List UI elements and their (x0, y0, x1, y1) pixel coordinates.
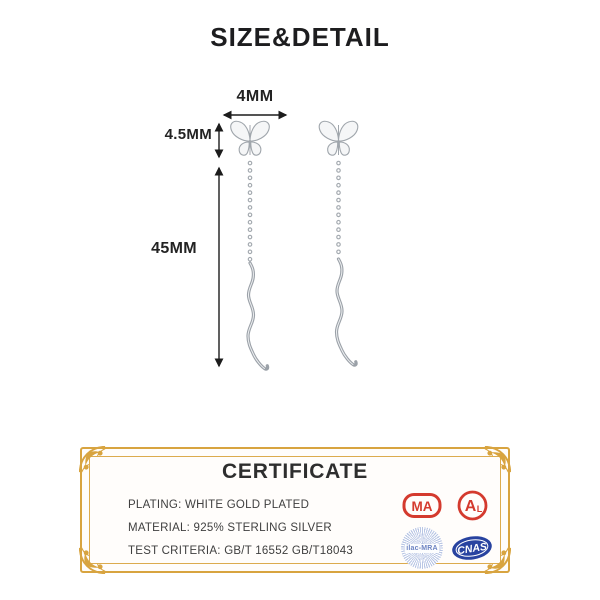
certificate-specs (128, 494, 353, 563)
twist-drop (337, 259, 357, 365)
spec-material: MATERIAL: 925% STERLING SILVER (128, 522, 332, 534)
butterfly-stud (231, 121, 269, 155)
cma-label: MA (411, 499, 433, 514)
left-earring (231, 121, 269, 369)
spec-test-criteria: TEST CRITERIA: GB/T 16552 GB/T18043 (128, 545, 353, 557)
certification-logos (398, 489, 496, 569)
certificate-title: CERTIFICATE (221, 460, 369, 483)
cnas-label: CNAS (456, 540, 488, 558)
ilac-mra-label: ilac-MRA (406, 544, 438, 552)
twist-drop (248, 263, 268, 369)
cal-stamp-icon (456, 489, 489, 522)
cnas-stamp-icon (448, 532, 496, 564)
length-dimension-label: 45MM (151, 240, 197, 257)
width-dimension-label: 4MM (236, 88, 274, 105)
butterfly-stud (319, 121, 357, 155)
right-earring (319, 121, 357, 365)
page-title: SIZE&DETAIL (210, 22, 390, 52)
frame-corner-ornament (79, 547, 106, 574)
cal-label: A (464, 498, 476, 515)
spec-plating: PLATING: WHITE GOLD PLATED (128, 499, 310, 511)
ilac-mra-stamp-icon (401, 527, 443, 569)
height-dimension-label: 4.5MM (164, 126, 212, 143)
certificate-panel (80, 447, 510, 573)
cal-sub-label: L (476, 504, 482, 514)
cma-stamp-icon (402, 492, 442, 519)
